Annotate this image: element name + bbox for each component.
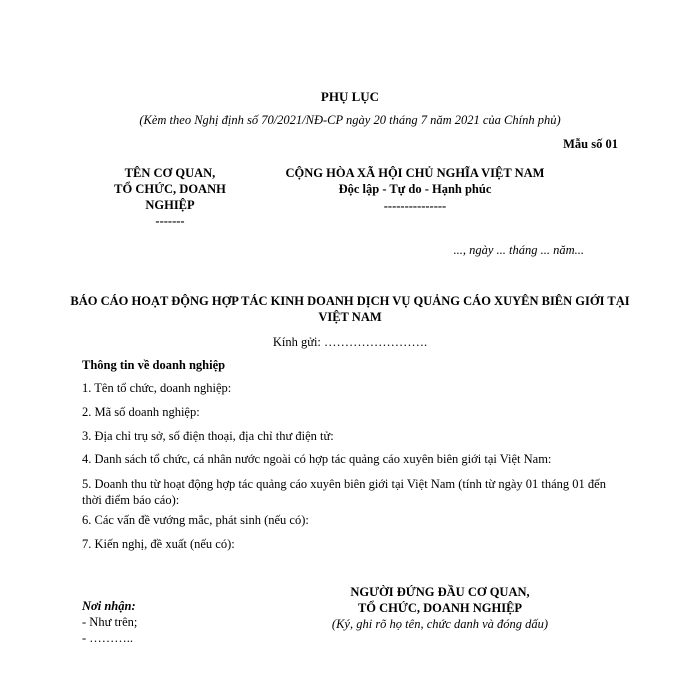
list-item: 2. Mã số doanh nghiệp: xyxy=(82,405,200,419)
org-line-2: TỔ CHỨC, DOANH xyxy=(114,182,226,196)
list-item: 4. Danh sách tổ chức, cá nhân nước ngoài có hợp tác quảng cáo xuyên biên giới tại Việt Nam: xyxy=(82,452,552,466)
list-item: 3. Địa chỉ trụ sở, số điện thoại, địa chỉ thư điện tử: xyxy=(82,429,334,443)
org-line-3: NGHIỆP xyxy=(145,198,195,212)
recipient-item: - ……….. xyxy=(82,631,134,645)
date-line: ..., ngày ... tháng ... năm... xyxy=(453,243,584,257)
signer-title-line-2: TỔ CHỨC, DOANH NGHIỆP xyxy=(357,601,523,615)
section-heading: Thông tin về doanh nghiệp xyxy=(82,358,226,372)
appendix-title: PHỤ LỤC xyxy=(320,89,380,104)
list-item: 1. Tên tổ chức, doanh nghiệp: xyxy=(82,381,232,395)
list-item: 7. Kiến nghị, đề xuất (nếu có): xyxy=(82,537,235,551)
recipients-label: Nơi nhận: xyxy=(82,599,136,613)
nation-divider: --------------- xyxy=(383,199,447,213)
signature-block xyxy=(300,584,580,632)
signature-note: (Ký, ghi rõ họ tên, chức danh và đóng dấu) xyxy=(331,617,549,631)
recipient-item: - Như trên; xyxy=(82,615,138,629)
org-line-1: TÊN CƠ QUAN, xyxy=(124,166,216,180)
form-number: Mẫu số 01 xyxy=(563,137,618,151)
recipient-line: Kính gửi: ……………………. xyxy=(272,335,428,349)
organization-name-block xyxy=(95,165,245,229)
national-header-block xyxy=(270,165,560,214)
nation-motto: Độc lập - Tự do - Hạnh phúc xyxy=(338,182,492,196)
report-title: BÁO CÁO HOẠT ĐỘNG HỢP TÁC KINH DOANH DỊCH VỤ QUẢNG CÁO XUYÊN BIÊN GIỚI TẠI VIỆT NAM xyxy=(70,294,630,324)
list-item: 5. Doanh thu từ hoạt động hợp tác quảng cáo xuyên biên giới tại Việt Nam (tính từ ngày 01 tháng 01 đến thời điểm báo cáo): xyxy=(82,477,606,507)
list-item: 6. Các vấn đề vướng mắc, phát sinh (nếu có): xyxy=(82,513,309,527)
nation-name: CỘNG HÒA XÃ HỘI CHỦ NGHĨA VIỆT NAM xyxy=(285,166,545,180)
signer-title-line-1: NGƯỜI ĐỨNG ĐẦU CƠ QUAN, xyxy=(350,585,530,599)
decree-reference: (Kèm theo Nghị định số 70/2021/NĐ-CP ngày 20 tháng 7 năm 2021 của Chính phủ) xyxy=(139,113,561,127)
org-divider: ------- xyxy=(155,214,185,228)
